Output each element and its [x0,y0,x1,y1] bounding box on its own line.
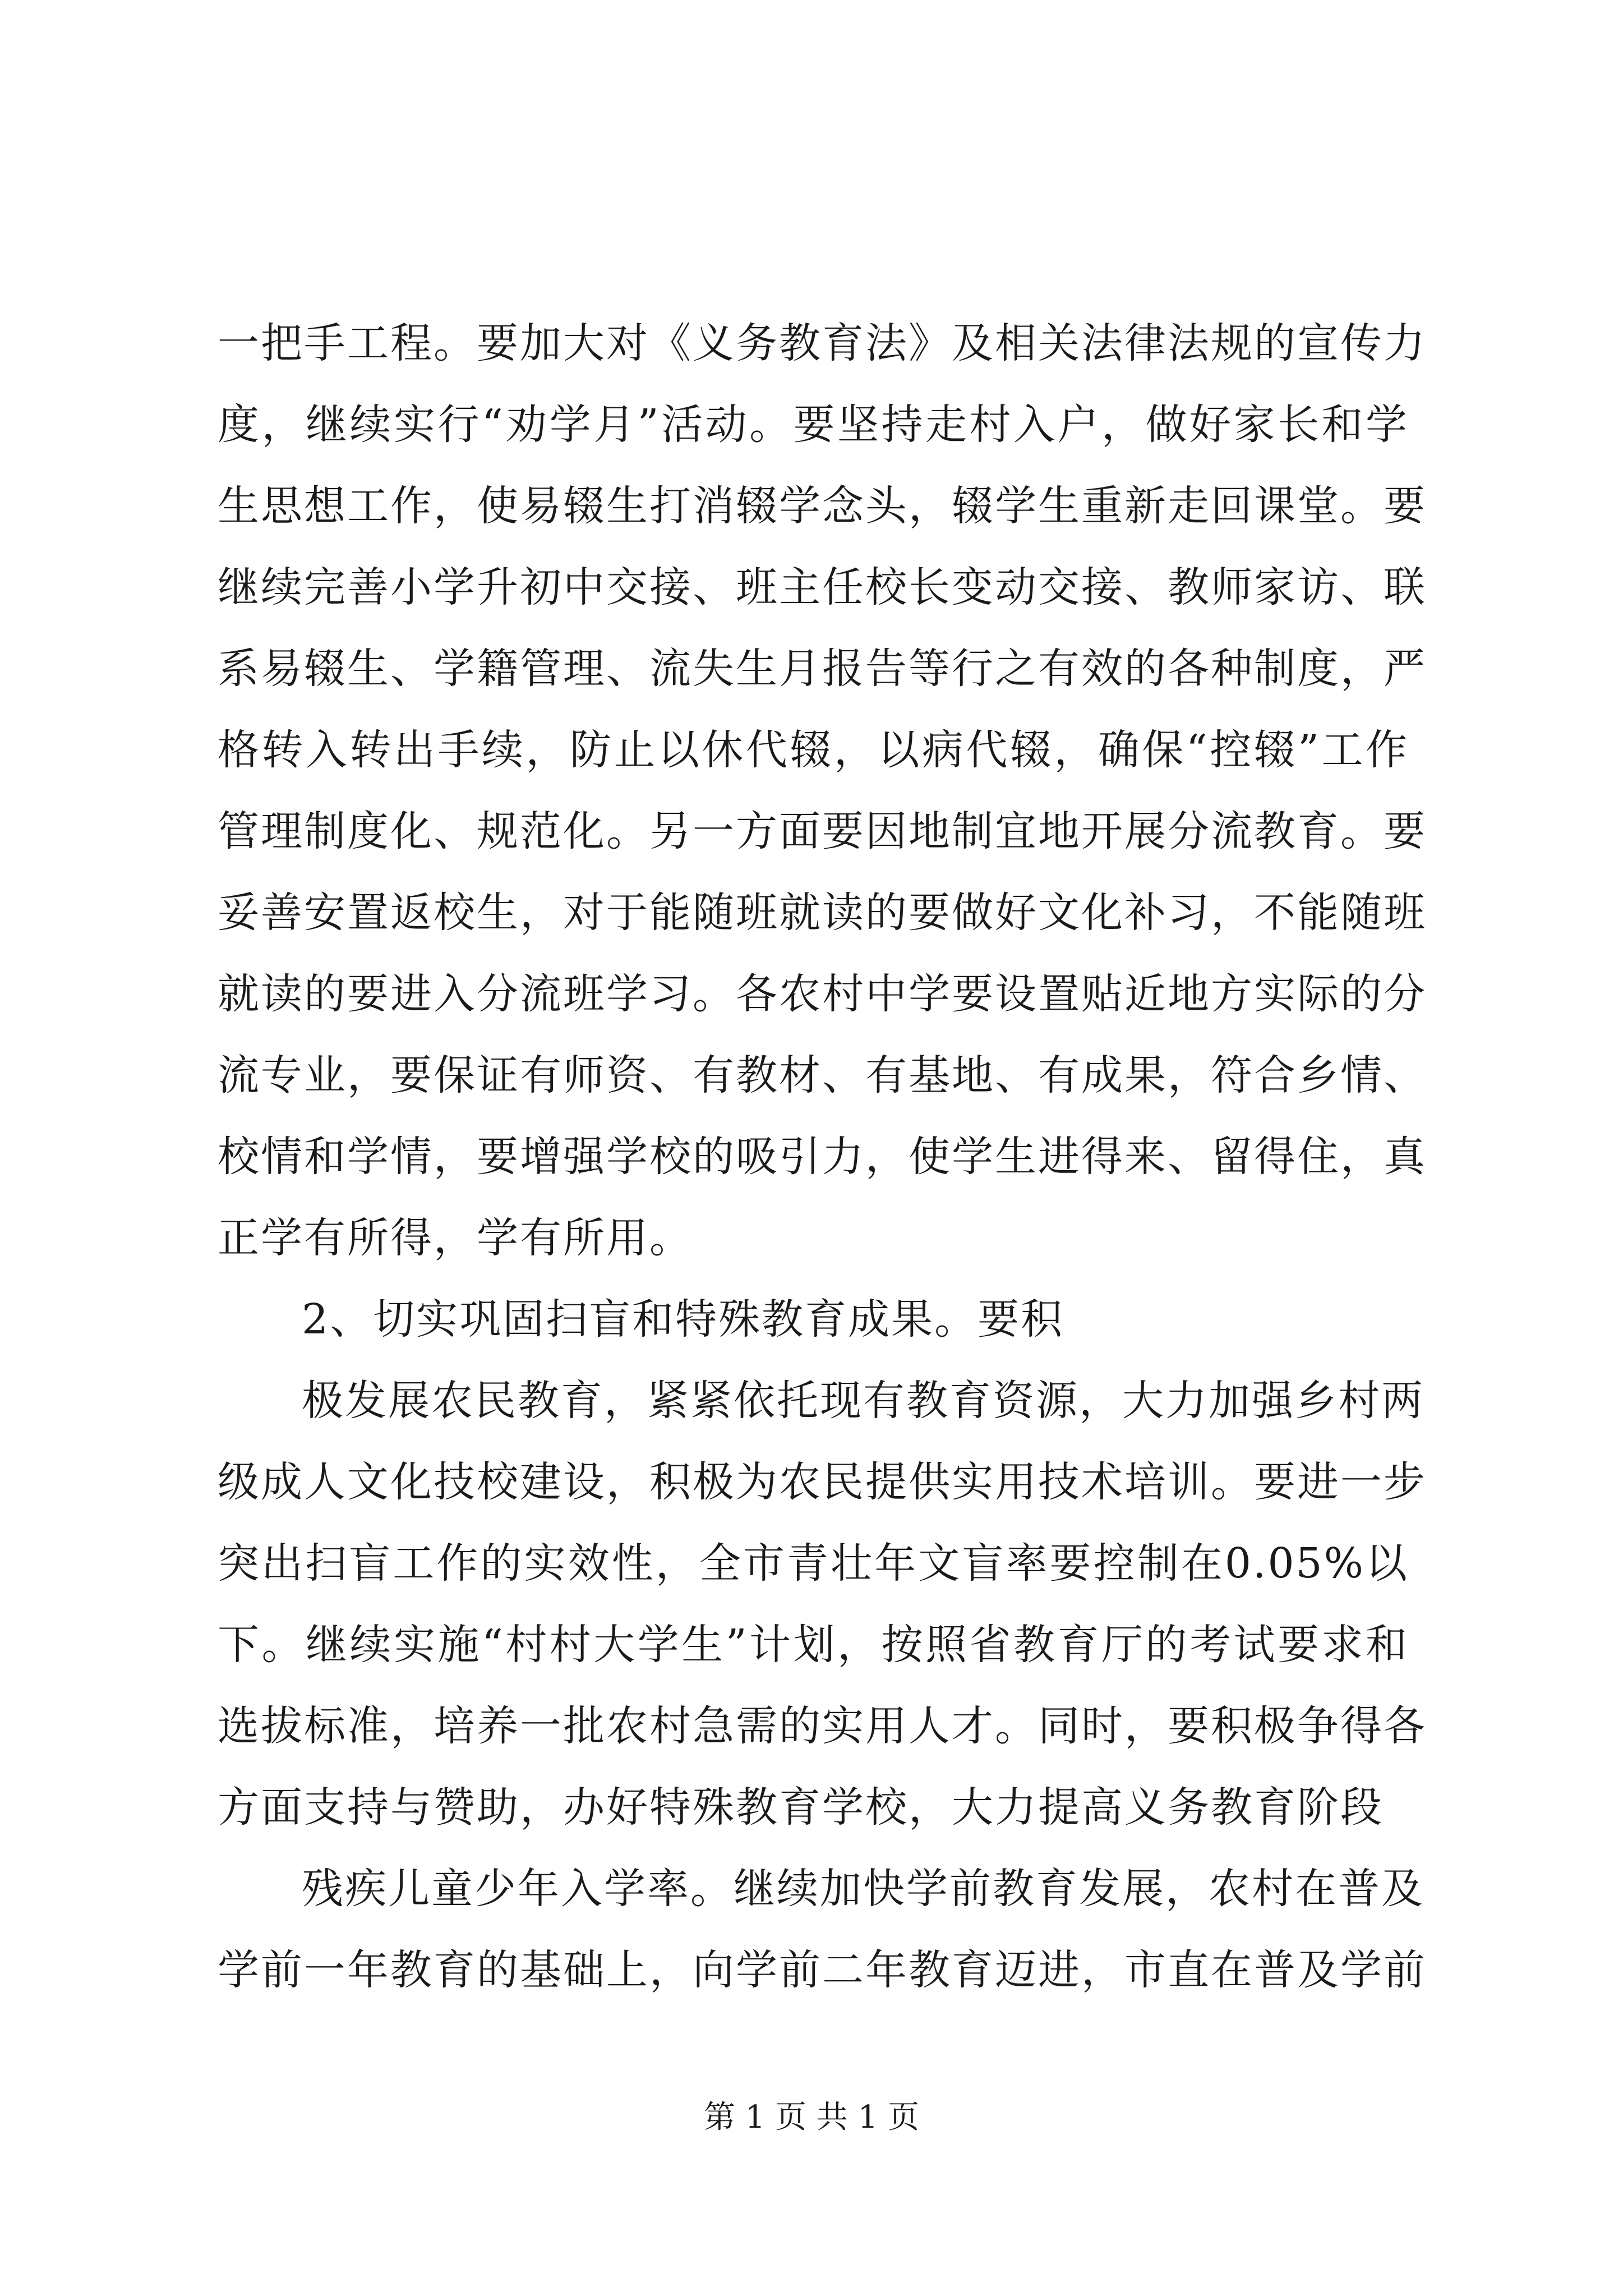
text-line: 学前一年教育的基础上，向学前二年教育迈进，市直在普及学前 [218,1946,1427,1994]
section-heading-line: 2、切实巩固扫盲和特殊教育成果。要积 [302,1295,1064,1343]
text-line: 一把手工程。要加大对《义务教育法》及相关法律法规的宣传力 [218,319,1427,367]
text-line: 下。继续实施“村村大学生”计划，按照省教育厅的考试要求和 [218,1621,1409,1669]
text-line: 系易辍生、学籍管理、流失生月报告等行之有效的各种制度，严 [218,645,1427,693]
text-line: 突出扫盲工作的实效性，全市青壮年文盲率要控制在0.05%以 [218,1539,1409,1588]
text-line: 方面支持与赞助，办好特殊教育学校，大力提高义务教育阶段 [218,1783,1384,1832]
text-line: 校情和学情，要增强学校的吸引力，使学生进得来、留得住，真 [218,1133,1427,1181]
text-line: 度，继续实行“劝学月”活动。要坚持走村入户，做好家长和学 [218,401,1409,449]
text-line: 极发展农民教育，紧紧依托现有教育资源，大力加强乡村两 [302,1377,1424,1425]
text-line: 流专业，要保证有师资、有教材、有基地、有成果，符合乡情、 [218,1051,1427,1099]
text-line: 生思想工作，使易辍生打消辍学念头，辍学生重新走回课堂。要 [218,482,1427,530]
body-text [218,303,1427,2011]
text-line: 妥善安置返校生，对于能随班就读的要做好文化补习，不能随班 [218,889,1427,937]
text-line: 级成人文化技校建设，积极为农民提供实用技术培训。要进一步 [218,1458,1427,1506]
text-line: 格转入转出手续，防止以休代辍，以病代辍，确保“控辍”工作 [218,726,1409,774]
page-number-footer: 第 1 页 共 1 页 [703,2099,920,2136]
text-line: 残疾儿童少年入学率。继续加快学前教育发展，农村在普及 [302,1865,1424,1913]
text-line: 继续完善小学升初中交接、班主任校长变动交接、教师家访、联 [218,563,1427,611]
text-line: 选拔标准，培养一批农村急需的实用人才。同时，要积极争得各 [218,1702,1427,1750]
text-line: 就读的要进入分流班学习。各农村中学要设置贴近地方实际的分 [218,970,1427,1018]
text-line: 管理制度化、规范化。另一方面要因地制宜地开展分流教育。要 [218,807,1427,855]
text-line: 正学有所得，学有所用。 [218,1214,693,1262]
